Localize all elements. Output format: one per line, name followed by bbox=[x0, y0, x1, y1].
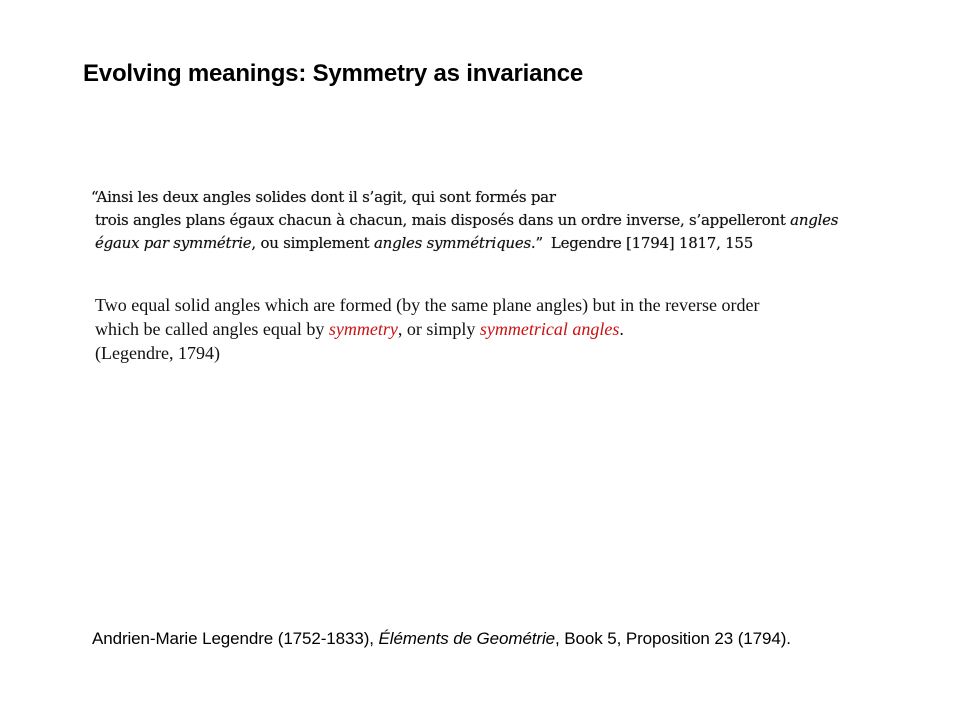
french-quote-image bbox=[91, 186, 871, 255]
translation-line-2 bbox=[95, 317, 875, 341]
translation-line-2-mid: , or simply bbox=[397, 319, 480, 339]
french-quote-line-2-italic: angles bbox=[790, 211, 839, 229]
french-quote-line-1-text: “Ainsi les deux angles solides dont il s’agit, qui sont formés par bbox=[91, 188, 556, 206]
source-reference bbox=[92, 627, 912, 651]
french-quote-line-3 bbox=[91, 232, 871, 255]
source-reference-book-title: Éléments de Geométrie bbox=[378, 629, 556, 648]
source-reference-post: , Book 5, Proposition 23 (1794). bbox=[555, 629, 791, 648]
source-reference-pre: Andrien-Marie Legendre (1752-1833), bbox=[92, 629, 379, 648]
french-quote-line-3-text-2: .” bbox=[530, 234, 543, 252]
french-quote-line-3-italic-2: angles symmétriques bbox=[373, 234, 531, 252]
french-quote-line-2-text: trois angles plans égaux chacun à chacun, mais disposés dans un ordre inverse, s’appelleront bbox=[95, 211, 791, 229]
french-quote-line-1 bbox=[91, 186, 871, 209]
slide-title: Evolving meanings: Symmetry as invariance bbox=[83, 60, 584, 87]
english-translation bbox=[95, 293, 875, 365]
translation-citation: (Legendre, 1794) bbox=[95, 343, 220, 363]
french-quote-citation: Legendre [1794] 1817, 155 bbox=[550, 234, 753, 252]
french-quote-line-3-italic-1: égaux par symmétrie bbox=[95, 234, 252, 252]
translation-line-2-pre: which be called angles equal by bbox=[95, 319, 329, 339]
symmetry-highlight: symmetry bbox=[328, 319, 398, 339]
translation-line-2-post: . bbox=[619, 319, 624, 339]
symmetrical-angles-highlight: symmetrical angles bbox=[479, 319, 620, 339]
french-quote-line-3-text-1: , ou simplement bbox=[251, 234, 374, 252]
translation-line-1: Two equal solid angles which are formed (by the same plane angles) but in the reverse order bbox=[95, 295, 760, 315]
french-quote-line-2 bbox=[91, 209, 871, 232]
